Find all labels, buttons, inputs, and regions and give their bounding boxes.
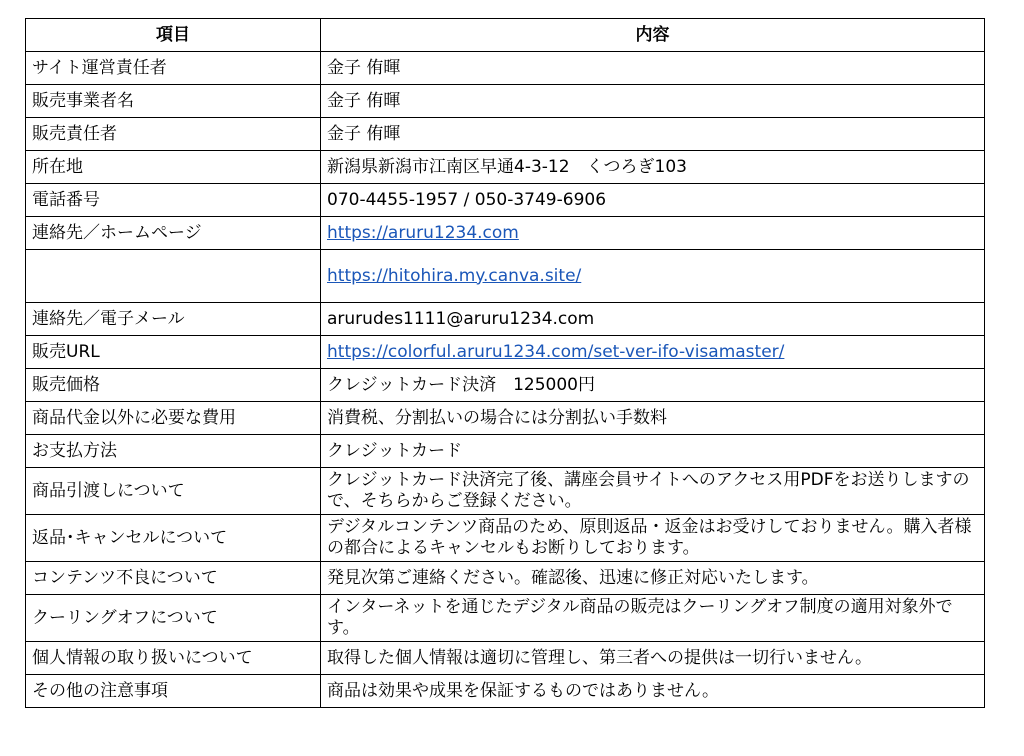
row-value: arurudes1111@aruru1234.com bbox=[321, 303, 985, 336]
canva-site-link[interactable]: https://hitohira.my.canva.site/ bbox=[327, 265, 582, 286]
table-row bbox=[26, 642, 985, 675]
row-value: 金子 侑暉 bbox=[321, 52, 985, 85]
sales-url-link[interactable]: https://colorful.aruru1234.com/set-ver-ifo-visamaster/ bbox=[327, 341, 785, 362]
table-row bbox=[26, 184, 985, 217]
table-row bbox=[26, 468, 985, 515]
row-value bbox=[321, 336, 985, 369]
row-value: クレジットカード決済 125000円 bbox=[321, 369, 985, 402]
row-value: 新潟県新潟市江南区早通4-3-12 くつろぎ103 bbox=[321, 151, 985, 184]
table-row bbox=[26, 118, 985, 151]
row-value: 消費税、分割払いの場合には分割払い手数料 bbox=[321, 402, 985, 435]
row-value: 金子 侑暉 bbox=[321, 85, 985, 118]
row-label: 販売責任者 bbox=[26, 118, 321, 151]
table-row bbox=[26, 151, 985, 184]
table-row bbox=[26, 435, 985, 468]
row-label: 販売URL bbox=[26, 336, 321, 369]
row-value: デジタルコンテンツ商品のため、原則返品・返金はお受けしておりません。購入者様の都合によるキャンセルもお断りしております。 bbox=[321, 515, 985, 562]
row-label: 販売事業者名 bbox=[26, 85, 321, 118]
row-value bbox=[321, 217, 985, 250]
table-row bbox=[26, 369, 985, 402]
table-row bbox=[26, 595, 985, 642]
row-label: サイト運営責任者 bbox=[26, 52, 321, 85]
row-label: コンテンツ不良について bbox=[26, 562, 321, 595]
legal-info-table bbox=[25, 18, 985, 708]
row-label: 商品引渡しについて bbox=[26, 468, 321, 515]
row-value: クレジットカード bbox=[321, 435, 985, 468]
row-label: 返品･キャンセルについて bbox=[26, 515, 321, 562]
row-value: インターネットを通じたデジタル商品の販売はクーリングオフ制度の適用対象外です。 bbox=[321, 595, 985, 642]
table-row bbox=[26, 336, 985, 369]
homepage-link[interactable]: https://aruru1234.com bbox=[327, 222, 519, 243]
row-label: 商品代金以外に必要な費用 bbox=[26, 402, 321, 435]
table-row bbox=[26, 85, 985, 118]
row-label: 連絡先／電子メール bbox=[26, 303, 321, 336]
header-content: 内容 bbox=[321, 19, 985, 52]
row-label: 販売価格 bbox=[26, 369, 321, 402]
row-value: 金子 侑暉 bbox=[321, 118, 985, 151]
table-row bbox=[26, 52, 985, 85]
row-label: その他の注意事項 bbox=[26, 675, 321, 708]
header-item: 項目 bbox=[26, 19, 321, 52]
table-row bbox=[26, 675, 985, 708]
row-value: クレジットカード決済完了後、講座会員サイトへのアクセス用PDFをお送りしますので、そちらからご登録ください。 bbox=[321, 468, 985, 515]
table-row bbox=[26, 515, 985, 562]
table-row bbox=[26, 250, 985, 303]
row-label: お支払方法 bbox=[26, 435, 321, 468]
row-label: 個人情報の取り扱いについて bbox=[26, 642, 321, 675]
row-label: 電話番号 bbox=[26, 184, 321, 217]
row-label bbox=[26, 250, 321, 303]
table-row bbox=[26, 562, 985, 595]
table-header-row bbox=[26, 19, 985, 52]
row-label: クーリングオフについて bbox=[26, 595, 321, 642]
row-value: 商品は効果や成果を保証するものではありません。 bbox=[321, 675, 985, 708]
table-row bbox=[26, 217, 985, 250]
row-value: 070-4455-1957 / 050-3749-6906 bbox=[321, 184, 985, 217]
row-value: 発見次第ご連絡ください。確認後、迅速に修正対応いたします。 bbox=[321, 562, 985, 595]
table-row bbox=[26, 402, 985, 435]
row-value bbox=[321, 250, 985, 303]
row-value: 取得した個人情報は適切に管理し、第三者への提供は一切行いません。 bbox=[321, 642, 985, 675]
table-row bbox=[26, 303, 985, 336]
row-label: 連絡先／ホームページ bbox=[26, 217, 321, 250]
row-label: 所在地 bbox=[26, 151, 321, 184]
